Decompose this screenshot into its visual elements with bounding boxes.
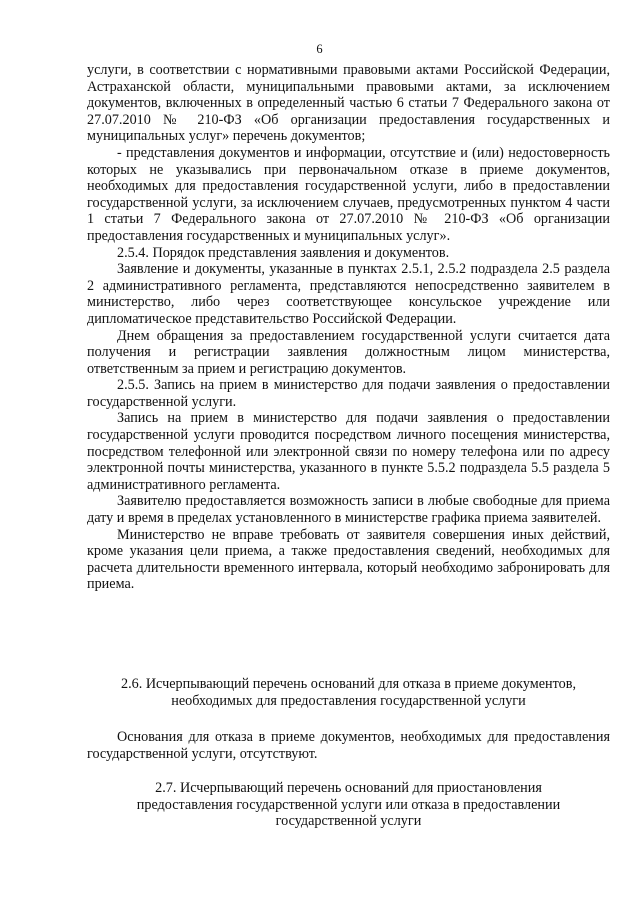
section-2-6-text bbox=[87, 729, 610, 762]
paragraph: 2.5.5. Запись на прием в министерство для подачи заявления о предоставлении государственной услуги. bbox=[87, 377, 610, 410]
paragraph: Запись на прием в министерство для подачи заявления о предоставлении государственной услуги проводится посредством личного посещения министерства, посредством телефонной или электронной связи по номеру телефона или по адресу электронной почты министерства, указанного в пункте 5.5.2 подраздела 5.5 раздела 5 административного регламента. bbox=[87, 410, 610, 493]
paragraph: 2.5.4. Порядок представления заявления и документов. bbox=[117, 244, 450, 261]
heading-line: 2.7. Исчерпывающий перечень оснований для приостановления bbox=[155, 780, 542, 796]
section-heading-2-7 bbox=[87, 780, 610, 830]
body-text bbox=[87, 62, 610, 593]
paragraph: - представления документов и информации, отсутствие и (или) недостоверность которых не указывались при первоначальном отказе в приеме документов, необходимых для предоставления государственной услуги, либо в предоставлении государственной услуги, за исключением случаев, предусмотренных пунктом 4 части 1 статьи 7 Федерального закона от 27.07.2010 № 210-ФЗ «Об организации предоставления государственных и муниципальных услуг». bbox=[87, 144, 610, 244]
heading-line: государственной услуги bbox=[275, 813, 422, 830]
heading-line: предоставления государственной услуги или отказа в предоставлении bbox=[136, 796, 561, 813]
paragraph: Днем обращения за предоставлением государственной услуги считается дата получения и регистрации заявления должностным лицом министерства, ответственным за прием и регистрацию документов. bbox=[87, 327, 610, 377]
page-number: 6 bbox=[316, 42, 323, 56]
heading-line: 2.6. Исчерпывающий перечень оснований для отказа в приеме документов, bbox=[120, 676, 576, 692]
paragraph: Заявление и документы, указанные в пунктах 2.5.1, 2.5.2 подраздела 2.5 раздела 2 административного регламента, представляются непосредственно заявителем в министерство, либо через соответствующее консульское учреждение или дипломатическое представительство Российской Федерации. bbox=[87, 261, 610, 327]
heading-line: необходимых для предоставления государственной услуги bbox=[171, 692, 526, 709]
paragraph: Основания для отказа в приеме документов, необходимых для предоставления государственной услуги, отсутствуют. bbox=[87, 729, 610, 762]
paragraph: Министерство не вправе требовать от заявителя совершения иных действий, кроме указания цели приема, а также предоставления сведений, необходимых для расчета длительности временного интервала, который необходимо забронировать для приема. bbox=[87, 526, 610, 593]
paragraph: Заявителю предоставляется возможность записи в любые свободные для приема дату и время в пределах установленного в министерстве графика приема заявителей. bbox=[87, 493, 610, 527]
paragraph: услуги, в соответствии с нормативными правовыми актами Российской Федерации, Астраханской области, муниципальными правовыми актами, за исключением документов, включенных в определенный частью 6 статьи 7 Федерального закона от 27.07.2010 № 210-ФЗ «Об организации предоставления государственных и муниципальных услуг» перечень документов; bbox=[87, 62, 610, 145]
section-heading-2-6 bbox=[87, 676, 610, 709]
